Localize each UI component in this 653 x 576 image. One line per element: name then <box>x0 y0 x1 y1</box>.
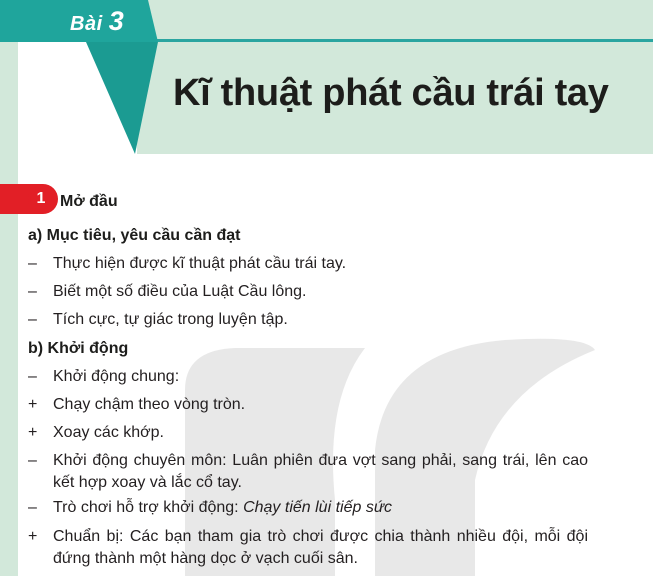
bullet-mark: – <box>28 311 37 328</box>
bullet-mark: – <box>28 368 37 385</box>
list-item <box>28 309 588 331</box>
list-item <box>28 253 588 275</box>
list-item-text: Thực hiện được kĩ thuật phát cầu trái tay. <box>53 255 347 272</box>
game-intro: Trò chơi hỗ trợ khởi động: <box>53 499 244 516</box>
bullet-mark: – <box>28 452 37 469</box>
page-title: Kĩ thuật phát cầu trái tay <box>173 72 609 114</box>
bullet-mark: – <box>28 283 37 300</box>
list-item <box>28 526 588 570</box>
lesson-number: 3 <box>108 6 125 36</box>
section-title: Mở đầu <box>60 193 118 210</box>
list-item-text: Xoay các khớp. <box>53 424 164 441</box>
section-number: 1 <box>30 188 52 210</box>
game-name: Chạy tiến lùi tiếp sức <box>243 499 392 516</box>
bullet-mark: + <box>28 396 38 413</box>
list-item-text: Khởi động chuyên môn: Luân phiên đưa vợt sang phải, sang trái, lên cao kết hợp xoay và lắc cổ tay. <box>53 452 588 491</box>
lesson-word: Bài <box>70 13 103 35</box>
list-item-text: Biết một số điều của Luật Cầu lông. <box>53 283 307 300</box>
list-item <box>28 394 588 416</box>
list-item-text: Tích cực, tự giác trong luyện tập. <box>53 311 288 328</box>
list-item <box>28 497 588 519</box>
top-rule <box>150 39 653 42</box>
lesson-label <box>70 6 124 37</box>
bullet-mark: – <box>28 255 37 272</box>
list-item-text: Khởi động chung: <box>53 368 180 385</box>
list-item <box>28 281 588 303</box>
list-item <box>28 450 588 494</box>
list-item-text: Chạy chậm theo vòng tròn. <box>53 396 246 413</box>
bullet-mark: + <box>28 424 38 441</box>
list-item <box>28 422 588 444</box>
list-item-text: Chuẩn bị: Các bạn tham gia trò chơi được chia thành nhiều đội, mỗi đội đứng thành một hàng dọc ở vạch cuối sân. <box>53 528 588 567</box>
list-item <box>28 366 588 388</box>
bullet-mark: – <box>28 499 37 516</box>
part-b-heading: b) Khởi động <box>28 340 129 357</box>
list-item-text <box>53 497 588 519</box>
bullet-mark: + <box>28 528 38 545</box>
part-a-heading: a) Mục tiêu, yêu cầu cần đạt <box>28 227 241 244</box>
